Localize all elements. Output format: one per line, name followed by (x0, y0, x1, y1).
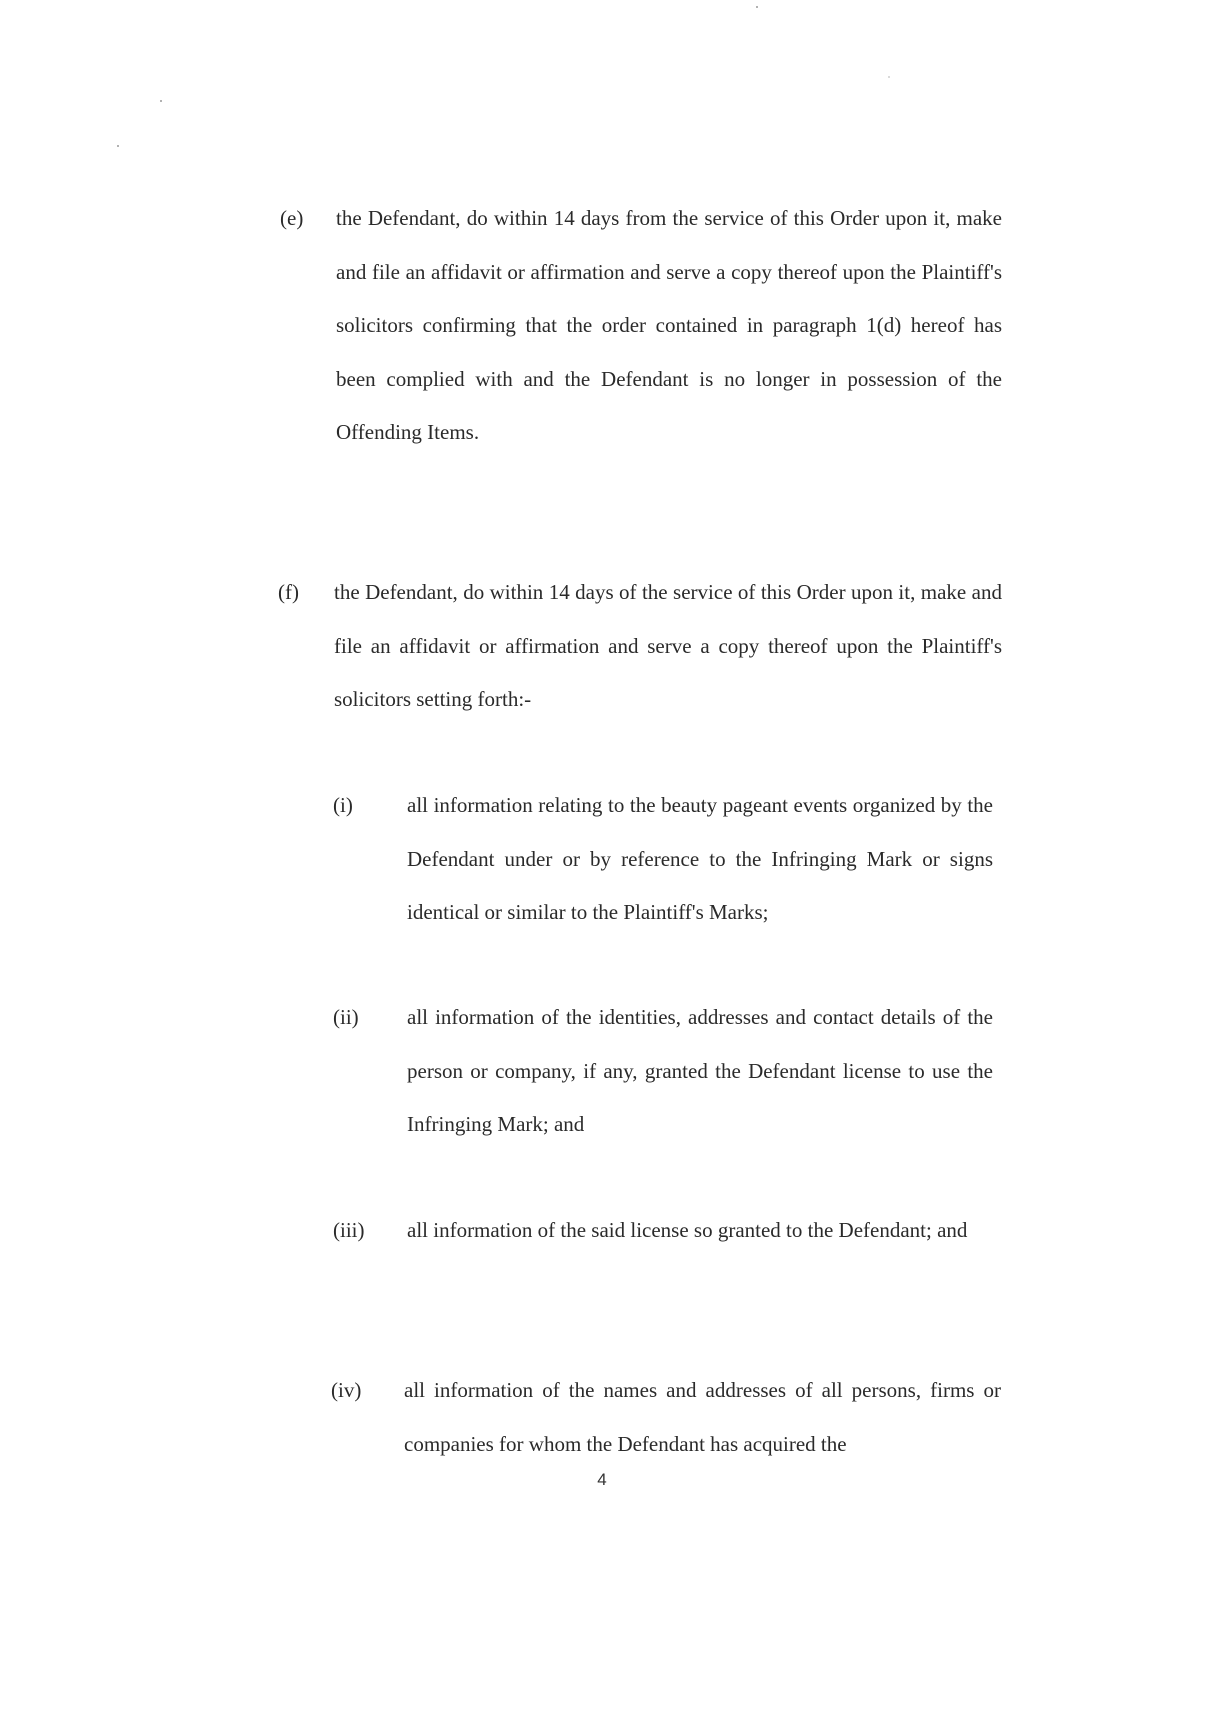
sub-item-ii-text: all information of the identities, addresses and contact details of the person or company, if any, granted the Defendant license to use the Infringing Mark; and (407, 1005, 993, 1136)
sub-item-iv-text: all information of the names and addresses of all persons, firms or companies for whom the Defendant has acquired the (404, 1378, 1001, 1456)
sub-item-ii-label: (ii) (333, 1005, 359, 1029)
paragraph-f-text: the Defendant, do within 14 days of the service of this Order upon it, make and file an affidavit or affirmation and serve a copy thereof upon the Plaintiff's solicitors setting forth:- (334, 580, 1002, 711)
sub-item-i-text: all information relating to the beauty pageant events organized by the Defendant under or by reference to the Infringing Mark or signs identical or similar to the Plaintiff's Marks; (407, 793, 993, 924)
sub-item-iii-text: all information of the said license so granted to the Defendant; and (407, 1218, 968, 1242)
sub-item-iii-label: (iii) (333, 1218, 365, 1242)
page-number: 4 (597, 1470, 607, 1489)
paragraph-e-label: (e) (280, 206, 304, 230)
scan-speck (160, 100, 162, 102)
paragraph-f-label: (f) (278, 580, 299, 604)
scan-speck (117, 145, 119, 147)
sub-item-iv-label: (iv) (331, 1378, 362, 1402)
paragraph-e-text: the Defendant, do within 14 days from the service of this Order upon it, make and file an affidavit or affirmation and serve a copy thereof upon the Plaintiff's solicitors confirming that the order contained in paragraph 1(d) hereof has been complied with and the Defendant is no longer in possession of the Offending Items. (336, 206, 1002, 444)
scan-speck (888, 76, 890, 78)
scan-speck (756, 6, 758, 8)
sub-item-i-label: (i) (333, 793, 353, 817)
